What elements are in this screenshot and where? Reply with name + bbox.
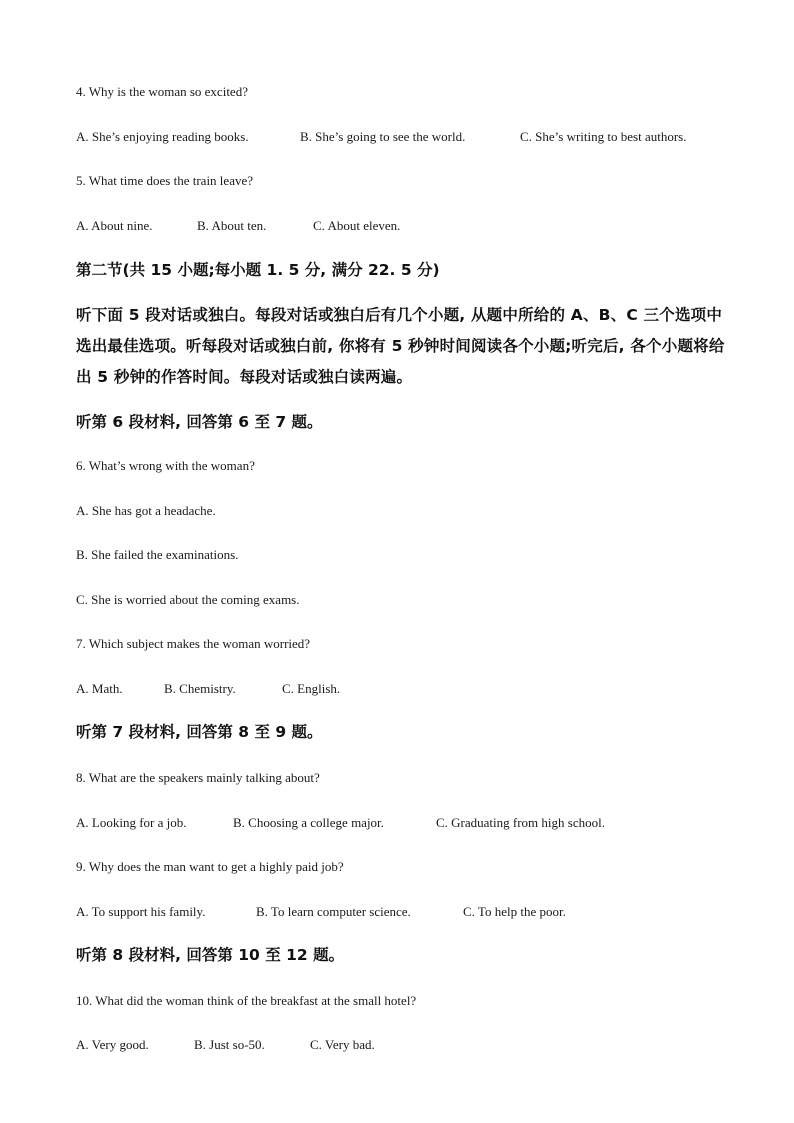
question-6-option-b: B. She failed the examinations.: [76, 547, 239, 562]
question-9-options: [76, 904, 566, 920]
question-4: 4. Why is the woman so excited?: [76, 84, 248, 99]
section-2-instructions: 听下面 5 段对话或独白。每段对话或独白后有几个小题, 从题中所给的 A、B、C 三个选项中选出最佳选项。听每段对话或独白前, 你将有 5 秒钟时间阅读各个小题;听完后, 各个小题将给出 5 秒钟的作答时间。每段对话或独白读两遍。: [76, 306, 725, 386]
question-7-options: [76, 681, 340, 697]
question-10: 10. What did the woman think of the breakfast at the small hotel?: [76, 993, 417, 1008]
option-b: B. To learn computer science.: [256, 904, 411, 919]
question-7: 7. Which subject makes the woman worried?: [76, 636, 311, 651]
option-b: B. She’s going to see the world.: [300, 129, 466, 144]
option-c: C. She’s writing to best authors.: [520, 129, 687, 144]
question-9: 9. Why does the man want to get a highly paid job?: [76, 859, 344, 874]
material-7-heading: 听第 7 段材料, 回答第 8 至 9 题。: [76, 723, 323, 741]
option-a: A. To support his family.: [76, 904, 206, 919]
question-8: 8. What are the speakers mainly talking about?: [76, 770, 320, 785]
option-b: B. Choosing a college major.: [233, 815, 384, 830]
option-b: B. Chemistry.: [164, 681, 236, 696]
question-6: 6. What’s wrong with the woman?: [76, 458, 255, 473]
question-10-options: [76, 1037, 375, 1053]
option-c: C. To help the poor.: [463, 904, 566, 919]
material-8-heading: 听第 8 段材料, 回答第 10 至 12 题。: [76, 946, 345, 964]
material-6-heading: 听第 6 段材料, 回答第 6 至 7 题。: [76, 413, 323, 431]
question-6-option-a: A. She has got a headache.: [76, 503, 216, 518]
option-c: C. Very bad.: [310, 1037, 375, 1052]
option-c: C. About eleven.: [313, 218, 401, 233]
option-a: A. Very good.: [76, 1037, 149, 1052]
question-5: 5. What time does the train leave?: [76, 173, 253, 188]
question-5-options: [76, 218, 400, 234]
option-a: A. Math.: [76, 681, 123, 696]
option-c: C. English.: [282, 681, 341, 696]
question-6-option-c: C. She is worried about the coming exams.: [76, 592, 300, 607]
option-a: A. Looking for a job.: [76, 815, 187, 830]
option-a: A. About nine.: [76, 218, 153, 233]
question-4-options: [76, 129, 686, 145]
question-8-options: [76, 815, 605, 831]
option-a: A. She’s enjoying reading books.: [76, 129, 249, 144]
section-2-title: 第二节(共 15 小题;每小题 1. 5 分, 满分 22. 5 分): [76, 261, 440, 279]
option-c: C. Graduating from high school.: [436, 815, 605, 830]
option-b: B. About ten.: [197, 218, 267, 233]
option-b: B. Just so-50.: [194, 1037, 265, 1052]
